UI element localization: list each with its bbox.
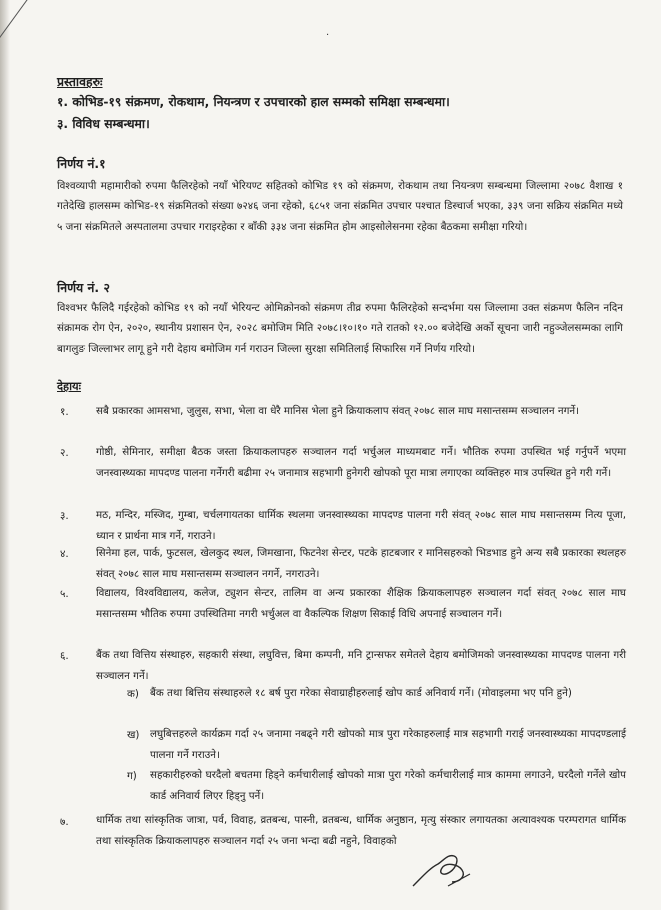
item-3-number: ३. [60,510,69,522]
sub-item-kha-label: ख) [127,729,140,741]
sub-item-ka-text: बैंक तथा बित्तिय संस्थाहरुले १८ बर्ष पुरा गरेका सेवाग्राहीहरुलाई खोप कार्ड अनिवार्य गर्ने। (मोवाइलमा भए पनि हुने) [150,687,572,699]
item-3-text: मठ, मन्दिर, मस्जिद, गुम्बा, चर्चलगायतका धार्मिक स्थलमा जनस्वास्थ्यका मापदण्ड पालना गरी संवत् २०७८ साल माघ मसान्तसम्म नित्य पूजा, ध्यान र प्रार्थना मात्र गर्ने, गराउने। [96,509,626,542]
item-7-number: ७. [60,816,69,828]
dehaya-label: देहायः [57,379,81,393]
sub-item-ga-label: ग) [127,770,137,782]
signature-mark [408,846,478,891]
decision-1-text: विश्वव्यापी महामारीको रुपमा फैलिरहेको नयाँ भेरियण्ट सहितको कोभिड १९ को संक्रमण, रोकथाम तथा नियन्त्रण सम्बन्धमा जिल्लामा २०७८ वैशाख १ गतेदेखि हालसम्म कोभिड-१९ संक्रमितको संख्या ७२४६ जना रहेको, ६८५१ जना संक्रमित उपचार पश्चात डिस्चार्ज भएका, ३३९ जना सक्रिय संक्रमित मध्ये ५ जना संक्रमितले अस्पतालमा उपचार गराइरहेका र बाँकी ३३४ जना संक्रमित होम आइसोलेसनमा रहेका बैठकमा समीक्षा गरियो। [57,180,623,233]
item-5-number: ५. [60,588,69,600]
item-6-number: ६. [60,650,69,662]
item-7-text: धार्मिक तथा सांस्कृतिक जात्रा, पर्व, विवाह, व्रतबन्ध, पास्नी, व्रतबन्ध, धार्मिक अनुष्ठान, मृत्यु संस्कार लगायतका अत्यावश्यक परम्परागत धार्मिक तथा सांस्कृतिक क्रियाकलापहरु सञ्चालन गर्दा २५ जना भन्दा बढी नहुने, विवाहको [96,814,626,847]
item-4-text: सिनेमा हल, पार्क, फुटसल, खेलकुद स्थल, जिमखाना, फिटनेश सेन्टर, पटके हाटबजार र मानिसहरुको भिडभाड हुने अन्य सबै प्रकारका स्थलहरु संवत् २०७८ साल माघ मसान्तसम्म सञ्चालन नगर्ने, नगराउने। [96,547,626,580]
agenda-item-3: ३. विविध सम्बन्धमा। [57,117,150,131]
item-1-text: सबै प्रकारका आमसभा, जुलुस, सभा, भेला वा धेरै मानिस भेला हुने क्रियाकलाप संवत् २०७८ साल माघ मसान्तसम्म सञ्चालन नगर्ने। [96,405,579,417]
item-2-text: गोष्ठी, सेमिनार, समीक्षा बैठक जस्ता क्रियाकलापहरु सञ्चालन गर्दा भर्चुअल माध्यमबाट गर्ने। भौतिक रुपमा उपस्थित भई गर्नुपर्ने भएमा जनस्वास्थ्यका मापदण्ड पालना गर्नेगरी बढीमा २५ जनामात्र सहभागी हुनेगरी खोपको पूरा मात्रा लगाएका व्यक्तिहरु मात्र उपस्थित हुने गरी गर्ने। [96,446,626,479]
scan-speck: · [326,30,330,41]
sub-item-ka-label: क) [127,688,139,700]
item-1-number: १. [60,406,69,418]
agenda-title: प्रस्तावहरुः [57,74,103,89]
decision-1-heading: निर्णय नं.१ [57,156,106,171]
decision-2-heading: निर्णय नं. २ [57,280,110,295]
sub-item-kha-text: लघुबित्तहरुले कार्यक्रम गर्दा २५ जनामा नबढ्ने गरी खोपको मात्र पुरा गरेकाहरुलाई मात्र सहभागी गराई जनस्वास्थ्यका मापदण्डलाई पालना गर्ने गराउने। [150,728,626,761]
item-4-number: ४. [60,548,69,560]
sub-item-ga-text: सहकारीहरुको घरदैलो बचतमा हिड्ने कर्मचारीलाई खोपको मात्रा पुरा गरेको कर्मचारीलाई मात्र काममा लगाउने, घरदैलो गर्नेले खोप कार्ड अनिवार्य लिएर हिड्नु पर्ने। [150,769,626,802]
scan-edge-shadow [0,0,10,910]
item-2-number: २. [60,447,69,459]
agenda-item-1: १. कोभिड-१९ संक्रमण, रोकथाम, नियन्त्रण र उपचारको हाल सम्मको समिक्षा सम्बन्धमा। [57,95,450,109]
decision-2-text: विश्वभर फैलिदै गईरहेको कोभिड १९ को नयाँ भेरियन्ट ओमिक्रोनको संक्रमण तीव्र रुपमा फैलिरहेको सन्दर्भमा यस जिल्लामा उक्त संक्रमण फैलिन नदिन संक्रामक रोग ऐन, २०२०, स्थानीय प्रशासन ऐन, २०२८ बमोजिम मिति २०७८।१०।१० गते रातको १२.०० बजेदेखि अर्को सूचना जारी नहुञ्जेलसम्मका लागि बागलुङ जिल्लाभर लागू हुने गरी देहाय बमोजिम गर्न गराउन जिल्ला सुरक्षा समितिलाई सिफारिस गर्ने निर्णय गरियो। [57,302,623,355]
item-6-text: बैंक तथा वित्तिय संस्थाहरु, सहकारी संस्था, लघुवित्त, बिमा कम्पनी, मनि ट्रान्सफर समेतले देहाय बमोजिमको जनस्वास्थ्यका मापदण्ड पालना गरी सञ्चालन गर्ने। [96,649,626,682]
item-5-text: विद्यालय, विश्वविद्यालय, कलेज, ट्युशन सेन्टर, तालिम वा अन्य प्रकारका शैक्षिक क्रियाकलापहरु सञ्चालन गर्दा संवत् २०७८ साल माघ मसान्तसम्म भौतिक रुपमा उपस्थितिमा नगरी भर्चुअल वा वैकल्पिक शिक्षण सिकाई विधि अपनाई सञ्चालन गर्ने। [96,587,626,620]
